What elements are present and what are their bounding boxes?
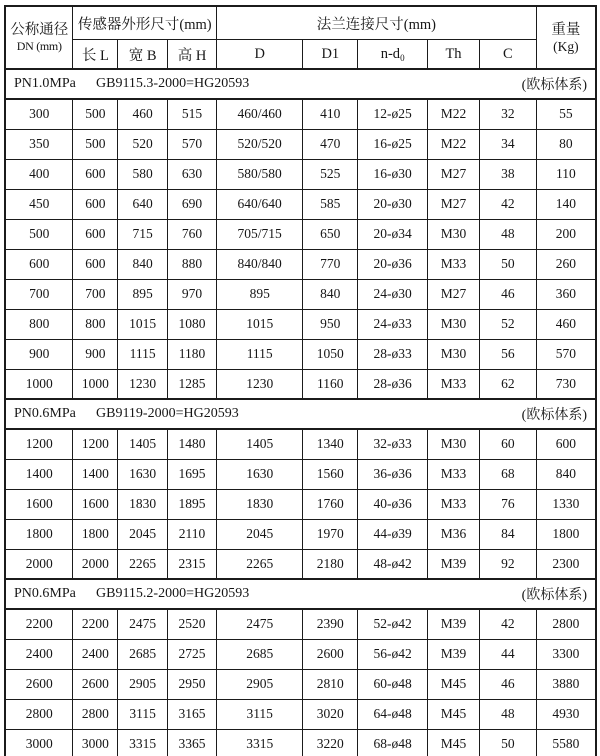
col-header-th: Th — [428, 40, 480, 70]
table-cell: 460 — [536, 309, 596, 339]
table-row — [5, 249, 596, 279]
col-group-sensor-dimensions: 传感器外形尺寸(mm) — [73, 6, 217, 40]
table-cell: 3365 — [168, 729, 217, 756]
pressure-rating: PN0.6MPa — [14, 586, 76, 601]
table-cell: 600 — [536, 429, 596, 459]
table-cell: 3165 — [168, 699, 217, 729]
table-cell: M30 — [428, 429, 480, 459]
table-cell: 32 — [480, 99, 537, 129]
table-cell: 1830 — [217, 489, 303, 519]
table-row — [5, 639, 596, 669]
table-cell: 60-ø48 — [358, 669, 428, 699]
col-header-dn-label: 公称通径 — [10, 22, 69, 38]
table-cell: 700 — [5, 279, 73, 309]
table-cell: M30 — [428, 309, 480, 339]
table-cell: 2600 — [5, 669, 73, 699]
section-header-row — [5, 399, 596, 429]
table-cell: 840/840 — [217, 249, 303, 279]
table-cell: 84 — [480, 519, 537, 549]
table-cell: 3000 — [5, 729, 73, 756]
table-cell: 1230 — [217, 369, 303, 399]
table-cell: 24-ø33 — [358, 309, 428, 339]
table-row — [5, 279, 596, 309]
table-cell: 80 — [536, 129, 596, 159]
table-cell: 1000 — [5, 369, 73, 399]
table-cell: M30 — [428, 219, 480, 249]
table-cell: 2800 — [5, 699, 73, 729]
table-cell: 500 — [73, 129, 118, 159]
table-cell: 840 — [303, 279, 358, 309]
table-cell: 1330 — [536, 489, 596, 519]
table-cell: M27 — [428, 159, 480, 189]
table-cell: 32-ø33 — [358, 429, 428, 459]
spec-table — [4, 5, 597, 756]
col-header-d: D — [217, 40, 303, 70]
table-row — [5, 459, 596, 489]
table-cell: 300 — [5, 99, 73, 129]
table-cell: 44-ø39 — [358, 519, 428, 549]
table-cell: 64-ø48 — [358, 699, 428, 729]
table-cell: 92 — [480, 549, 537, 579]
col-header-dn — [5, 6, 73, 69]
table-cell: 690 — [168, 189, 217, 219]
col-header-d1: D1 — [303, 40, 358, 70]
table-cell: 2520 — [168, 609, 217, 639]
table-cell: 950 — [303, 309, 358, 339]
table-cell: 1800 — [536, 519, 596, 549]
table-cell: 900 — [5, 339, 73, 369]
table-row — [5, 429, 596, 459]
table-cell: 500 — [73, 99, 118, 129]
table-cell: M33 — [428, 459, 480, 489]
table-cell: 48 — [480, 699, 537, 729]
table-cell: 16-ø25 — [358, 129, 428, 159]
table-cell: 1285 — [168, 369, 217, 399]
standard-note: (欧标体系) — [521, 588, 587, 603]
table-cell: 62 — [480, 369, 537, 399]
table-cell: 76 — [480, 489, 537, 519]
table-cell: 600 — [73, 249, 118, 279]
table-row — [5, 309, 596, 339]
table-cell: 1600 — [73, 489, 118, 519]
table-cell: 2475 — [118, 609, 168, 639]
table-cell: 650 — [303, 219, 358, 249]
table-cell: 1200 — [73, 429, 118, 459]
table-cell: 360 — [536, 279, 596, 309]
table-cell: 730 — [536, 369, 596, 399]
table-cell: 20-ø34 — [358, 219, 428, 249]
table-cell: 46 — [480, 669, 537, 699]
spec-table-rows — [5, 69, 596, 756]
table-row — [5, 609, 596, 639]
col-header-n-d0 — [358, 40, 428, 70]
table-cell: 42 — [480, 609, 537, 639]
table-cell: 525 — [303, 159, 358, 189]
col-header-weight-label: 重量 — [551, 21, 581, 38]
table-cell: 20-ø30 — [358, 189, 428, 219]
table-cell: 56-ø42 — [358, 639, 428, 669]
table-cell: 2600 — [73, 669, 118, 699]
table-cell: 1200 — [5, 429, 73, 459]
table-cell: 400 — [5, 159, 73, 189]
table-cell: 3020 — [303, 699, 358, 729]
standard-note: (欧标体系) — [521, 78, 587, 93]
table-cell: 1405 — [118, 429, 168, 459]
table-cell: 2810 — [303, 669, 358, 699]
table-row — [5, 369, 596, 399]
table-cell: 1115 — [217, 339, 303, 369]
table-cell: 1115 — [118, 339, 168, 369]
table-cell: 260 — [536, 249, 596, 279]
table-cell: 570 — [168, 129, 217, 159]
table-cell: 46 — [480, 279, 537, 309]
table-cell: 2400 — [5, 639, 73, 669]
table-row — [5, 129, 596, 159]
table-cell: 600 — [5, 249, 73, 279]
table-cell: 1800 — [73, 519, 118, 549]
table-cell: 1400 — [73, 459, 118, 489]
table-cell: 50 — [480, 729, 537, 756]
table-header — [5, 6, 596, 69]
table-cell: 34 — [480, 129, 537, 159]
table-row — [5, 669, 596, 699]
standard-code: GB9119-2000=HG20593 — [96, 406, 239, 421]
table-cell: 2725 — [168, 639, 217, 669]
table-cell: 2390 — [303, 609, 358, 639]
table-cell: 2315 — [168, 549, 217, 579]
table-cell: 2905 — [118, 669, 168, 699]
table-cell: 770 — [303, 249, 358, 279]
table-cell: 705/715 — [217, 219, 303, 249]
table-cell: 5580 — [536, 729, 596, 756]
pressure-rating: PN0.6MPa — [14, 406, 76, 421]
table-cell: 3880 — [536, 669, 596, 699]
pressure-rating: PN1.0MPa — [14, 76, 76, 91]
table-cell: 1015 — [217, 309, 303, 339]
standard-note: (欧标体系) — [521, 408, 587, 423]
table-cell: M45 — [428, 669, 480, 699]
table-cell: 2180 — [303, 549, 358, 579]
table-cell: 2265 — [118, 549, 168, 579]
table-cell: 40-ø36 — [358, 489, 428, 519]
table-cell: 1970 — [303, 519, 358, 549]
table-cell: M30 — [428, 339, 480, 369]
table-cell: 1480 — [168, 429, 217, 459]
table-cell: 1180 — [168, 339, 217, 369]
table-cell: M22 — [428, 99, 480, 129]
col-header-c: C — [480, 40, 537, 70]
table-cell: 1080 — [168, 309, 217, 339]
table-cell: 880 — [168, 249, 217, 279]
table-cell: 3115 — [118, 699, 168, 729]
table-cell: M33 — [428, 249, 480, 279]
table-cell: 460 — [118, 99, 168, 129]
table-cell: 68-ø48 — [358, 729, 428, 756]
table-cell: 580 — [118, 159, 168, 189]
table-cell: M45 — [428, 729, 480, 756]
table-cell: 410 — [303, 99, 358, 129]
table-cell: 2400 — [73, 639, 118, 669]
table-cell: 600 — [73, 159, 118, 189]
table-cell: 56 — [480, 339, 537, 369]
table-cell: 1630 — [217, 459, 303, 489]
table-cell: 38 — [480, 159, 537, 189]
table-cell: 600 — [73, 189, 118, 219]
table-cell: 520 — [118, 129, 168, 159]
table-cell: M39 — [428, 639, 480, 669]
table-cell: 2200 — [5, 609, 73, 639]
col-header-n-d0-subscript: 0 — [400, 52, 405, 63]
col-group-flange-dimensions: 法兰连接尺寸(mm) — [217, 6, 537, 40]
table-cell: 600 — [73, 219, 118, 249]
table-cell: 20-ø36 — [358, 249, 428, 279]
table-cell: 460/460 — [217, 99, 303, 129]
table-cell: 470 — [303, 129, 358, 159]
table-cell: 48 — [480, 219, 537, 249]
table-cell: 2045 — [217, 519, 303, 549]
table-cell: 1830 — [118, 489, 168, 519]
table-cell: 24-ø30 — [358, 279, 428, 309]
table-cell: 1895 — [168, 489, 217, 519]
table-cell: 55 — [536, 99, 596, 129]
table-cell: 3315 — [217, 729, 303, 756]
standard-code: GB9115.2-2000=HG20593 — [96, 586, 250, 601]
table-cell: 1050 — [303, 339, 358, 369]
table-row — [5, 489, 596, 519]
table-cell: M39 — [428, 549, 480, 579]
table-row — [5, 189, 596, 219]
standard-code: GB9115.3-2000=HG20593 — [96, 76, 250, 91]
table-cell: 1600 — [5, 489, 73, 519]
table-cell: 2685 — [217, 639, 303, 669]
table-cell: 3115 — [217, 699, 303, 729]
table-cell: 1405 — [217, 429, 303, 459]
table-cell: 630 — [168, 159, 217, 189]
table-cell: 2905 — [217, 669, 303, 699]
table-cell: 715 — [118, 219, 168, 249]
table-cell: 580/580 — [217, 159, 303, 189]
table-cell: 60 — [480, 429, 537, 459]
table-cell: 1160 — [303, 369, 358, 399]
table-cell: 800 — [5, 309, 73, 339]
table-cell: 970 — [168, 279, 217, 309]
table-cell: 1630 — [118, 459, 168, 489]
col-header-dn-unit: DN (mm) — [16, 39, 62, 53]
table-cell: 3220 — [303, 729, 358, 756]
table-cell: 2950 — [168, 669, 217, 699]
table-cell: 2110 — [168, 519, 217, 549]
table-cell: 840 — [118, 249, 168, 279]
table-cell: 110 — [536, 159, 596, 189]
table-row — [5, 729, 596, 756]
table-cell: 200 — [536, 219, 596, 249]
table-cell: 1695 — [168, 459, 217, 489]
table-cell: 800 — [73, 309, 118, 339]
table-cell: 2685 — [118, 639, 168, 669]
table-cell: 1340 — [303, 429, 358, 459]
table-cell: 2600 — [303, 639, 358, 669]
table-cell: 36-ø36 — [358, 459, 428, 489]
table-cell: 3315 — [118, 729, 168, 756]
table-cell: 760 — [168, 219, 217, 249]
table-cell: 1800 — [5, 519, 73, 549]
table-row — [5, 339, 596, 369]
table-row — [5, 219, 596, 249]
table-cell: 2800 — [73, 699, 118, 729]
table-cell: M22 — [428, 129, 480, 159]
col-header-n-d0-base: n-d — [380, 45, 401, 62]
table-cell: 500 — [5, 219, 73, 249]
table-cell: 3000 — [73, 729, 118, 756]
col-header-weight — [536, 6, 596, 69]
table-cell: 140 — [536, 189, 596, 219]
table-cell: 3300 — [536, 639, 596, 669]
table-cell: 2265 — [217, 549, 303, 579]
table-row — [5, 549, 596, 579]
col-header-width: 宽 B — [118, 40, 168, 70]
table-cell: 2200 — [73, 609, 118, 639]
section-header-cell — [5, 69, 596, 99]
table-cell: 16-ø30 — [358, 159, 428, 189]
table-cell: 1230 — [118, 369, 168, 399]
table-cell: M45 — [428, 699, 480, 729]
table-cell: 1760 — [303, 489, 358, 519]
table-cell: 50 — [480, 249, 537, 279]
table-row — [5, 519, 596, 549]
col-header-weight-unit: (Kg) — [553, 38, 579, 54]
table-cell: 640 — [118, 189, 168, 219]
table-cell: 52-ø42 — [358, 609, 428, 639]
table-cell: 1015 — [118, 309, 168, 339]
table-row — [5, 699, 596, 729]
table-cell: 12-ø25 — [358, 99, 428, 129]
table-cell: 52 — [480, 309, 537, 339]
table-cell: 2045 — [118, 519, 168, 549]
table-cell: 68 — [480, 459, 537, 489]
table-cell: 2475 — [217, 609, 303, 639]
table-cell: M39 — [428, 609, 480, 639]
table-cell: 895 — [217, 279, 303, 309]
table-cell: 1400 — [5, 459, 73, 489]
section-header-row — [5, 69, 596, 99]
table-cell: 2000 — [5, 549, 73, 579]
table-cell: 28-ø33 — [358, 339, 428, 369]
table-row — [5, 159, 596, 189]
table-cell: 48-ø42 — [358, 549, 428, 579]
table-cell: 640/640 — [217, 189, 303, 219]
table-cell: M27 — [428, 189, 480, 219]
table-cell: M33 — [428, 369, 480, 399]
table-cell: 520/520 — [217, 129, 303, 159]
col-header-height: 高 H — [168, 40, 217, 70]
section-header-row — [5, 579, 596, 609]
table-cell: 1000 — [73, 369, 118, 399]
table-cell: 350 — [5, 129, 73, 159]
table-cell: M33 — [428, 489, 480, 519]
table-cell: 840 — [536, 459, 596, 489]
table-cell: 570 — [536, 339, 596, 369]
table-cell: 4930 — [536, 699, 596, 729]
table-cell: 895 — [118, 279, 168, 309]
table-cell: 900 — [73, 339, 118, 369]
table-cell: 1560 — [303, 459, 358, 489]
table-cell: 2300 — [536, 549, 596, 579]
table-cell: 700 — [73, 279, 118, 309]
col-header-length: 长 L — [73, 40, 118, 70]
table-cell: 450 — [5, 189, 73, 219]
table-cell: M27 — [428, 279, 480, 309]
section-header-cell — [5, 579, 596, 609]
table-cell: 44 — [480, 639, 537, 669]
table-row — [5, 99, 596, 129]
table-cell: 28-ø36 — [358, 369, 428, 399]
table-cell: M36 — [428, 519, 480, 549]
table-cell: 515 — [168, 99, 217, 129]
table-cell: 585 — [303, 189, 358, 219]
table-cell: 2000 — [73, 549, 118, 579]
table-cell: 2800 — [536, 609, 596, 639]
table-cell: 42 — [480, 189, 537, 219]
section-header-cell — [5, 399, 596, 429]
